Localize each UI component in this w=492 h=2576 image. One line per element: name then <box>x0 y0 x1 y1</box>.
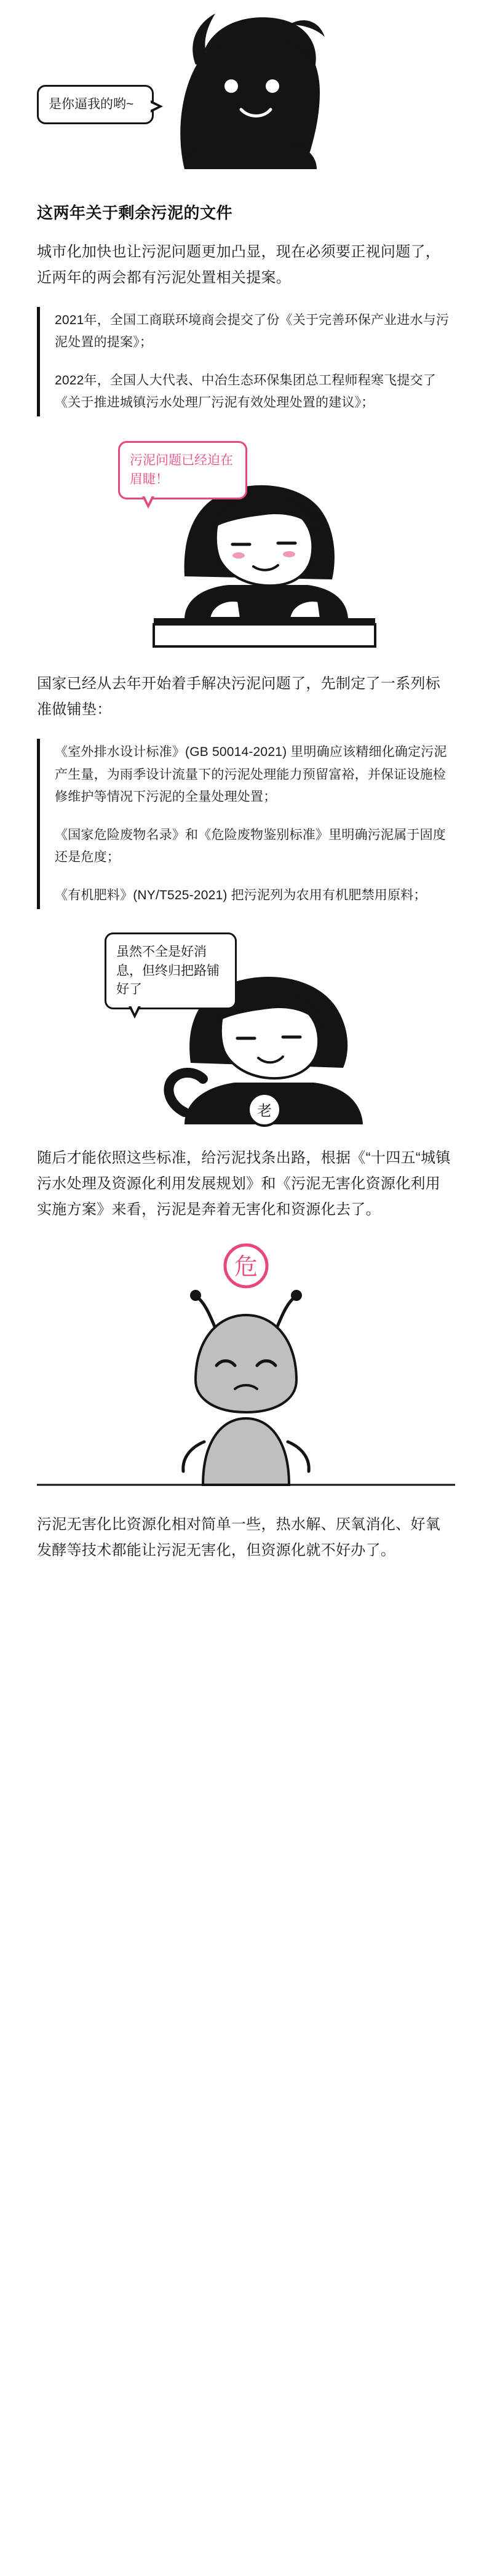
speech-bubble-3-text: 虽然不全是好消息，但终归把路铺好了 <box>116 945 220 996</box>
svg-text:老: 老 <box>257 1103 272 1120</box>
paragraph-3: 随后才能依照这些标准，给污泥找条出路，根据《“十四五“城镇污水处理及资源化利用发展规划》和《污泥无害化资源化利用实施方案》来看，污泥是奔着无害化和资源化去了。 <box>37 1150 451 1218</box>
bubble-tail <box>142 496 154 509</box>
quote-2-line-3: 《有机肥料》(NY/T525-2021) 把污泥列为农用有机肥禁用原料； <box>55 888 427 902</box>
bubble-tail <box>151 100 163 113</box>
paragraph-4: 污泥无害化比资源化相对简单一些，热水解、厌氧消化、好氧发酵等技术都能让污泥无害化，但资源化就不好办了。 <box>37 1516 441 1559</box>
panel-2-illustration <box>0 435 492 656</box>
panel-1-illustration <box>0 0 492 178</box>
quote-block-2 <box>37 739 455 909</box>
grey-alien-character <box>0 1239 492 1497</box>
quote-1-line-2: 2022年，全国人大代表、中冶生态环保集团总工程师程寒飞提交了《关于推进城镇污水处理厂污泥有效处理处置的建议》； <box>55 373 436 410</box>
article-body <box>0 201 492 416</box>
quote-block-1 <box>37 307 455 416</box>
speech-bubble-3 <box>105 932 237 1009</box>
danger-badge-text: 危 <box>234 1254 258 1281</box>
speech-bubble-2-text: 污泥问题已经迫在眉睫！ <box>130 453 233 487</box>
speech-bubble-2 <box>118 441 247 499</box>
speech-bubble-1 <box>37 85 154 124</box>
boss-character <box>0 928 492 1131</box>
paragraph-2: 国家已经从去年开始着手解决污泥问题了，先制定了一系列标准做铺垫： <box>37 675 441 718</box>
panel-4-illustration <box>0 1239 492 1497</box>
quote-2-line-2: 《国家危险废物名录》和《危险废物鉴别标准》里明确污泥属于固度还是危度； <box>55 827 446 864</box>
paragraph-1: 城市化加快也让污泥问题更加凸显，现在必须要正视问题了，近两年的两会都有污泥处置相关提案。 <box>37 244 441 286</box>
section-title: 这两年关于剩余污泥的文件 <box>37 204 233 222</box>
panel-3-illustration <box>0 928 492 1131</box>
quote-2-line-1: 《室外排水设计标准》(GB 50014-2021) 里明确应该精细化确定污泥产生量，为雨季设计流量下的污泥处理能力预留富裕，并保证设施检修维护等情况下污泥的全量处理处置； <box>55 745 447 804</box>
bubble-tail <box>129 1006 141 1019</box>
quote-1-line-1: 2021年，全国工商联环境商会提交了份《关于完善环保产业进水与污泥处置的提案》； <box>55 313 450 350</box>
speech-bubble-1-text: 是你逼我的哟~ <box>49 97 134 111</box>
